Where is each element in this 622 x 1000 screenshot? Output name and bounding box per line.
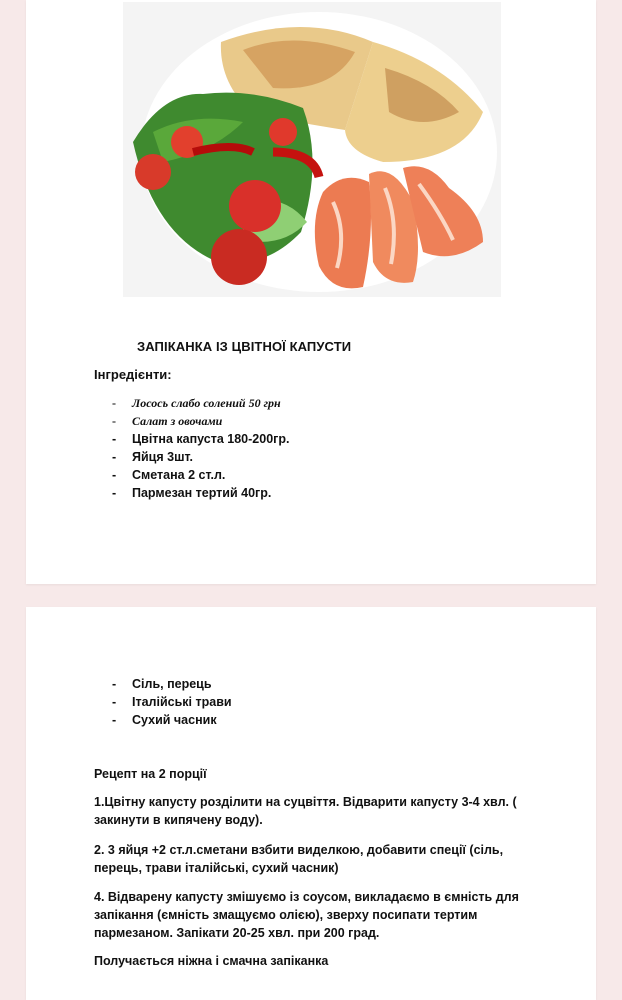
list-marker: - — [112, 450, 117, 464]
ingredient-text: Салат з овочами — [132, 414, 223, 428]
dish-photo — [123, 2, 501, 297]
list-marker: - — [112, 695, 117, 709]
list-marker: - — [112, 432, 117, 446]
document-page-1 — [26, 0, 596, 584]
ingredient-text: Сіль, перець — [132, 677, 212, 691]
ingredients-list-continued — [112, 675, 232, 729]
ingredient-text: Яйця 3шт. — [132, 450, 193, 464]
list-marker: - — [112, 468, 117, 482]
recipe-step: 4. Відварену капусту змішуємо із соусом, викладаємо в ємність для запікання (ємність змащуємо олією), зверху посипати тертим пармезаном. Запікати 20-25 хвл. при 200 град. — [94, 890, 519, 940]
list-item — [112, 394, 289, 412]
recipe-title: ЗАПІКАНКА ІЗ ЦВІТНОЇ КАПУСТИ — [137, 339, 352, 354]
list-item — [112, 412, 289, 430]
ingredients-list — [112, 394, 289, 502]
list-item — [112, 693, 232, 711]
list-item — [112, 430, 289, 448]
list-marker: - — [112, 396, 116, 410]
list-marker: - — [112, 677, 117, 691]
recipe-step: 1.Цвітну капусту розділити на суцвіття. Відварити капусту 3-4 хвл. ( закинути в кипячену воду). — [94, 795, 517, 827]
list-item — [112, 448, 289, 466]
list-marker: - — [112, 486, 117, 500]
ingredient-text: Лосось слабо солений 50 грн — [132, 396, 281, 410]
list-marker: - — [112, 713, 117, 727]
list-marker: - — [112, 414, 116, 428]
recipe-result: Получається ніжна і смачна запіканка — [94, 954, 329, 968]
list-item — [112, 484, 289, 502]
ingredient-text: Італійські трави — [132, 695, 232, 709]
recipe-step: 2. 3 яйця +2 ст.л.сметани взбити виделкою, добавити спеції (сіль, перець, трави італійські, сухий часник) — [94, 843, 504, 875]
recipe-heading: Рецепт на 2 порції — [94, 767, 207, 781]
list-item — [112, 466, 289, 484]
ingredient-text: Цвітна капуста 180-200гр. — [132, 432, 290, 446]
ingredients-heading: Інгредієнти: — [94, 367, 172, 382]
ingredient-text: Сметана 2 ст.л. — [132, 468, 226, 482]
list-item — [112, 675, 232, 693]
ingredient-text: Сухий часник — [132, 713, 217, 727]
ingredient-text: Пармезан тертий 40гр. — [132, 486, 272, 500]
list-item — [112, 711, 232, 729]
document-page-2 — [26, 607, 596, 1000]
